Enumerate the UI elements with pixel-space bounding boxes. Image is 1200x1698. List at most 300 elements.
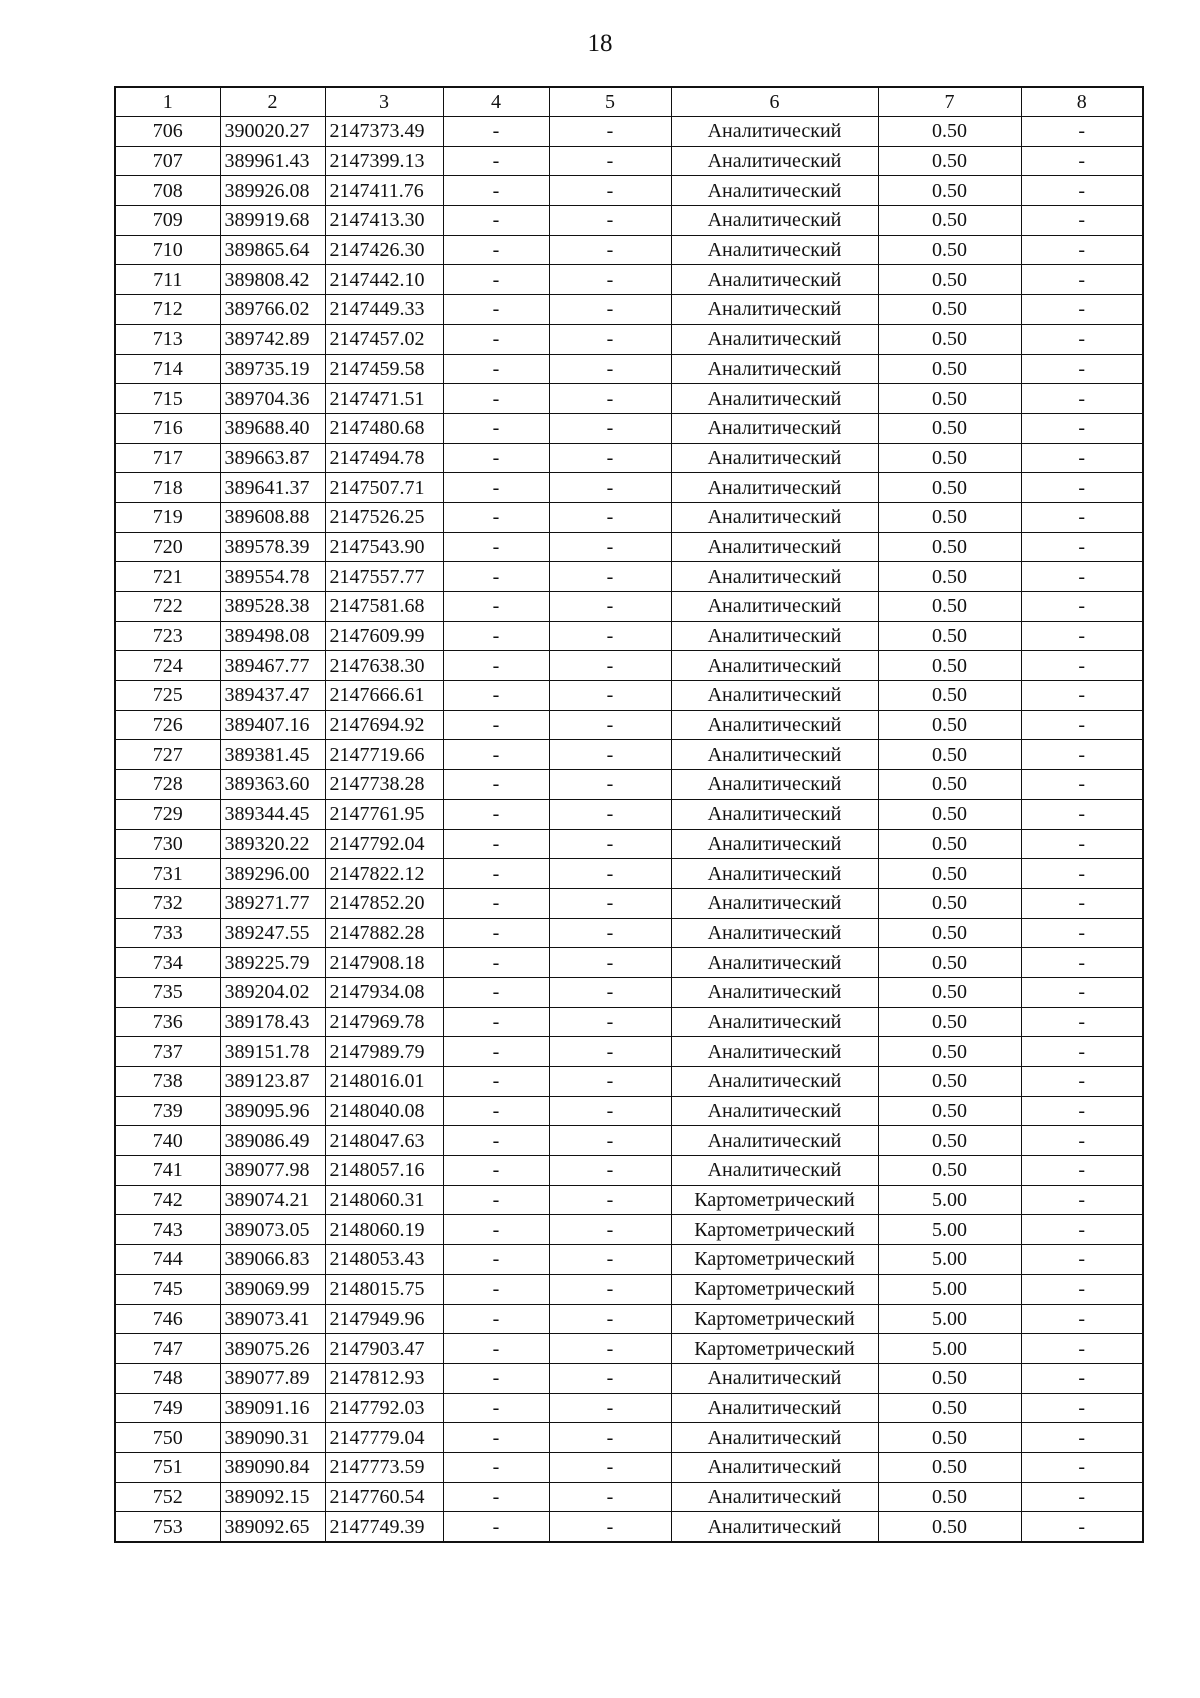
x-coordinate-cell: 389320.22 xyxy=(220,829,325,859)
col4-value-cell: - xyxy=(443,1304,549,1334)
point-number-cell: 722 xyxy=(115,592,220,622)
method-cell: Аналитический xyxy=(671,324,878,354)
x-coordinate-cell: 389092.65 xyxy=(220,1512,325,1542)
col4-value-cell: - xyxy=(443,502,549,532)
y-coordinate-cell: 2147749.39 xyxy=(325,1512,443,1542)
method-cell: Аналитический xyxy=(671,532,878,562)
col8-value-cell: - xyxy=(1021,117,1143,147)
col4-value-cell: - xyxy=(443,265,549,295)
col8-value-cell: - xyxy=(1021,1482,1143,1512)
x-coordinate-cell: 389151.78 xyxy=(220,1037,325,1067)
method-cell: Аналитический xyxy=(671,176,878,206)
method-cell: Аналитический xyxy=(671,354,878,384)
table-row xyxy=(115,532,1143,562)
table-row xyxy=(115,859,1143,889)
point-number-cell: 751 xyxy=(115,1452,220,1482)
method-cell: Аналитический xyxy=(671,621,878,651)
y-coordinate-cell: 2147413.30 xyxy=(325,206,443,236)
table-row xyxy=(115,473,1143,503)
method-cell: Аналитический xyxy=(671,473,878,503)
y-coordinate-cell: 2147426.30 xyxy=(325,235,443,265)
point-number-cell: 731 xyxy=(115,859,220,889)
col5-value-cell: - xyxy=(549,651,671,681)
col5-value-cell: - xyxy=(549,888,671,918)
y-coordinate-cell: 2147852.20 xyxy=(325,888,443,918)
col8-value-cell: - xyxy=(1021,1423,1143,1453)
point-number-cell: 724 xyxy=(115,651,220,681)
col5-value-cell: - xyxy=(549,799,671,829)
coordinates-table xyxy=(114,86,1144,1543)
col4-value-cell: - xyxy=(443,977,549,1007)
table-row xyxy=(115,681,1143,711)
x-coordinate-cell: 389271.77 xyxy=(220,888,325,918)
table-row xyxy=(115,1037,1143,1067)
col8-value-cell: - xyxy=(1021,354,1143,384)
col4-value-cell: - xyxy=(443,888,549,918)
table-row xyxy=(115,1007,1143,1037)
col5-value-cell: - xyxy=(549,1126,671,1156)
col5-value-cell: - xyxy=(549,235,671,265)
accuracy-cell: 0.50 xyxy=(878,651,1021,681)
col4-value-cell: - xyxy=(443,1245,549,1275)
col8-value-cell: - xyxy=(1021,473,1143,503)
col4-value-cell: - xyxy=(443,592,549,622)
accuracy-cell: 0.50 xyxy=(878,1007,1021,1037)
col8-value-cell: - xyxy=(1021,235,1143,265)
x-coordinate-cell: 389074.21 xyxy=(220,1185,325,1215)
x-coordinate-cell: 389073.05 xyxy=(220,1215,325,1245)
table-row xyxy=(115,354,1143,384)
col8-value-cell: - xyxy=(1021,1452,1143,1482)
table-row xyxy=(115,1363,1143,1393)
col4-value-cell: - xyxy=(443,473,549,503)
point-number-cell: 728 xyxy=(115,770,220,800)
x-coordinate-cell: 389578.39 xyxy=(220,532,325,562)
col8-value-cell: - xyxy=(1021,859,1143,889)
accuracy-cell: 0.50 xyxy=(878,384,1021,414)
x-coordinate-cell: 389247.55 xyxy=(220,918,325,948)
accuracy-cell: 0.50 xyxy=(878,1393,1021,1423)
col4-value-cell: - xyxy=(443,859,549,889)
x-coordinate-cell: 389381.45 xyxy=(220,740,325,770)
accuracy-cell: 0.50 xyxy=(878,532,1021,562)
col4-value-cell: - xyxy=(443,384,549,414)
column-header-4: 4 xyxy=(443,87,549,117)
table-row xyxy=(115,1156,1143,1186)
accuracy-cell: 0.50 xyxy=(878,1126,1021,1156)
x-coordinate-cell: 389077.98 xyxy=(220,1156,325,1186)
point-number-cell: 719 xyxy=(115,502,220,532)
y-coordinate-cell: 2147459.58 xyxy=(325,354,443,384)
col8-value-cell: - xyxy=(1021,146,1143,176)
col4-value-cell: - xyxy=(443,1363,549,1393)
col8-value-cell: - xyxy=(1021,621,1143,651)
point-number-cell: 732 xyxy=(115,888,220,918)
accuracy-cell: 0.50 xyxy=(878,1512,1021,1542)
accuracy-cell: 0.50 xyxy=(878,206,1021,236)
accuracy-cell: 0.50 xyxy=(878,829,1021,859)
accuracy-cell: 0.50 xyxy=(878,918,1021,948)
accuracy-cell: 0.50 xyxy=(878,710,1021,740)
col8-value-cell: - xyxy=(1021,1274,1143,1304)
col8-value-cell: - xyxy=(1021,532,1143,562)
y-coordinate-cell: 2147399.13 xyxy=(325,146,443,176)
table-row xyxy=(115,502,1143,532)
x-coordinate-cell: 389742.89 xyxy=(220,324,325,354)
x-coordinate-cell: 389225.79 xyxy=(220,948,325,978)
accuracy-cell: 0.50 xyxy=(878,740,1021,770)
header-row xyxy=(115,87,1143,117)
x-coordinate-cell: 389123.87 xyxy=(220,1067,325,1097)
accuracy-cell: 0.50 xyxy=(878,562,1021,592)
y-coordinate-cell: 2147761.95 xyxy=(325,799,443,829)
method-cell: Аналитический xyxy=(671,859,878,889)
col4-value-cell: - xyxy=(443,710,549,740)
y-coordinate-cell: 2147989.79 xyxy=(325,1037,443,1067)
y-coordinate-cell: 2147738.28 xyxy=(325,770,443,800)
y-coordinate-cell: 2147638.30 xyxy=(325,651,443,681)
table-row xyxy=(115,443,1143,473)
point-number-cell: 710 xyxy=(115,235,220,265)
col8-value-cell: - xyxy=(1021,799,1143,829)
point-number-cell: 711 xyxy=(115,265,220,295)
col8-value-cell: - xyxy=(1021,1096,1143,1126)
y-coordinate-cell: 2147449.33 xyxy=(325,295,443,325)
point-number-cell: 712 xyxy=(115,295,220,325)
x-coordinate-cell: 389090.84 xyxy=(220,1452,325,1482)
col8-value-cell: - xyxy=(1021,1185,1143,1215)
table-row xyxy=(115,235,1143,265)
col8-value-cell: - xyxy=(1021,1215,1143,1245)
x-coordinate-cell: 389069.99 xyxy=(220,1274,325,1304)
accuracy-cell: 0.50 xyxy=(878,592,1021,622)
point-number-cell: 733 xyxy=(115,918,220,948)
accuracy-cell: 0.50 xyxy=(878,799,1021,829)
table-row xyxy=(115,384,1143,414)
point-number-cell: 729 xyxy=(115,799,220,829)
y-coordinate-cell: 2147934.08 xyxy=(325,977,443,1007)
col4-value-cell: - xyxy=(443,354,549,384)
table-row xyxy=(115,829,1143,859)
method-cell: Аналитический xyxy=(671,770,878,800)
col4-value-cell: - xyxy=(443,146,549,176)
col4-value-cell: - xyxy=(443,1037,549,1067)
col8-value-cell: - xyxy=(1021,1245,1143,1275)
method-cell: Картометрический xyxy=(671,1334,878,1364)
accuracy-cell: 0.50 xyxy=(878,1037,1021,1067)
y-coordinate-cell: 2147411.76 xyxy=(325,176,443,206)
method-cell: Аналитический xyxy=(671,977,878,1007)
method-cell: Аналитический xyxy=(671,918,878,948)
x-coordinate-cell: 389344.45 xyxy=(220,799,325,829)
table-row xyxy=(115,770,1143,800)
point-number-cell: 725 xyxy=(115,681,220,711)
y-coordinate-cell: 2148057.16 xyxy=(325,1156,443,1186)
x-coordinate-cell: 389075.26 xyxy=(220,1334,325,1364)
accuracy-cell: 5.00 xyxy=(878,1245,1021,1275)
col4-value-cell: - xyxy=(443,324,549,354)
col8-value-cell: - xyxy=(1021,1156,1143,1186)
col5-value-cell: - xyxy=(549,443,671,473)
table-row xyxy=(115,1245,1143,1275)
x-coordinate-cell: 389296.00 xyxy=(220,859,325,889)
method-cell: Аналитический xyxy=(671,1126,878,1156)
col5-value-cell: - xyxy=(549,1512,671,1542)
method-cell: Аналитический xyxy=(671,384,878,414)
col5-value-cell: - xyxy=(549,1274,671,1304)
table-row xyxy=(115,888,1143,918)
col5-value-cell: - xyxy=(549,146,671,176)
point-number-cell: 744 xyxy=(115,1245,220,1275)
x-coordinate-cell: 389528.38 xyxy=(220,592,325,622)
table-row xyxy=(115,562,1143,592)
col5-value-cell: - xyxy=(549,206,671,236)
point-number-cell: 721 xyxy=(115,562,220,592)
col5-value-cell: - xyxy=(549,1334,671,1364)
accuracy-cell: 0.50 xyxy=(878,413,1021,443)
y-coordinate-cell: 2147494.78 xyxy=(325,443,443,473)
accuracy-cell: 0.50 xyxy=(878,681,1021,711)
point-number-cell: 742 xyxy=(115,1185,220,1215)
col4-value-cell: - xyxy=(443,1156,549,1186)
col8-value-cell: - xyxy=(1021,443,1143,473)
col8-value-cell: - xyxy=(1021,977,1143,1007)
col5-value-cell: - xyxy=(549,1482,671,1512)
table-row xyxy=(115,740,1143,770)
table-row xyxy=(115,1274,1143,1304)
col4-value-cell: - xyxy=(443,443,549,473)
col5-value-cell: - xyxy=(549,681,671,711)
col5-value-cell: - xyxy=(549,384,671,414)
table-row xyxy=(115,1452,1143,1482)
table-row xyxy=(115,799,1143,829)
point-number-cell: 746 xyxy=(115,1304,220,1334)
y-coordinate-cell: 2147581.68 xyxy=(325,592,443,622)
table-row xyxy=(115,265,1143,295)
accuracy-cell: 0.50 xyxy=(878,1423,1021,1453)
y-coordinate-cell: 2147792.03 xyxy=(325,1393,443,1423)
col5-value-cell: - xyxy=(549,1423,671,1453)
method-cell: Аналитический xyxy=(671,1512,878,1542)
point-number-cell: 738 xyxy=(115,1067,220,1097)
col5-value-cell: - xyxy=(549,1393,671,1423)
y-coordinate-cell: 2147773.59 xyxy=(325,1452,443,1482)
col8-value-cell: - xyxy=(1021,1304,1143,1334)
point-number-cell: 737 xyxy=(115,1037,220,1067)
col5-value-cell: - xyxy=(549,977,671,1007)
col5-value-cell: - xyxy=(549,502,671,532)
y-coordinate-cell: 2147694.92 xyxy=(325,710,443,740)
table-row xyxy=(115,710,1143,740)
col5-value-cell: - xyxy=(549,1156,671,1186)
col4-value-cell: - xyxy=(443,176,549,206)
method-cell: Картометрический xyxy=(671,1245,878,1275)
col5-value-cell: - xyxy=(549,324,671,354)
method-cell: Аналитический xyxy=(671,592,878,622)
col4-value-cell: - xyxy=(443,1334,549,1364)
x-coordinate-cell: 389961.43 xyxy=(220,146,325,176)
col8-value-cell: - xyxy=(1021,1334,1143,1364)
col5-value-cell: - xyxy=(549,1037,671,1067)
accuracy-cell: 5.00 xyxy=(878,1334,1021,1364)
table-row xyxy=(115,1185,1143,1215)
point-number-cell: 741 xyxy=(115,1156,220,1186)
method-cell: Аналитический xyxy=(671,206,878,236)
col5-value-cell: - xyxy=(549,829,671,859)
col4-value-cell: - xyxy=(443,621,549,651)
y-coordinate-cell: 2147526.25 xyxy=(325,502,443,532)
y-coordinate-cell: 2147609.99 xyxy=(325,621,443,651)
col4-value-cell: - xyxy=(443,799,549,829)
point-number-cell: 723 xyxy=(115,621,220,651)
col4-value-cell: - xyxy=(443,562,549,592)
x-coordinate-cell: 389766.02 xyxy=(220,295,325,325)
col4-value-cell: - xyxy=(443,829,549,859)
y-coordinate-cell: 2147480.68 xyxy=(325,413,443,443)
accuracy-cell: 0.50 xyxy=(878,265,1021,295)
col5-value-cell: - xyxy=(549,1215,671,1245)
table-row xyxy=(115,1334,1143,1364)
x-coordinate-cell: 389091.16 xyxy=(220,1393,325,1423)
col4-value-cell: - xyxy=(443,1096,549,1126)
y-coordinate-cell: 2147442.10 xyxy=(325,265,443,295)
y-coordinate-cell: 2148016.01 xyxy=(325,1067,443,1097)
col4-value-cell: - xyxy=(443,1126,549,1156)
y-coordinate-cell: 2147822.12 xyxy=(325,859,443,889)
y-coordinate-cell: 2147471.51 xyxy=(325,384,443,414)
accuracy-cell: 5.00 xyxy=(878,1274,1021,1304)
point-number-cell: 748 xyxy=(115,1363,220,1393)
accuracy-cell: 0.50 xyxy=(878,117,1021,147)
point-number-cell: 708 xyxy=(115,176,220,206)
col8-value-cell: - xyxy=(1021,562,1143,592)
x-coordinate-cell: 389437.47 xyxy=(220,681,325,711)
col4-value-cell: - xyxy=(443,948,549,978)
col4-value-cell: - xyxy=(443,413,549,443)
method-cell: Картометрический xyxy=(671,1215,878,1245)
col8-value-cell: - xyxy=(1021,1067,1143,1097)
method-cell: Картометрический xyxy=(671,1185,878,1215)
table-row xyxy=(115,918,1143,948)
x-coordinate-cell: 389641.37 xyxy=(220,473,325,503)
method-cell: Аналитический xyxy=(671,1363,878,1393)
table-row xyxy=(115,1423,1143,1453)
x-coordinate-cell: 389554.78 xyxy=(220,562,325,592)
accuracy-cell: 0.50 xyxy=(878,1067,1021,1097)
accuracy-cell: 5.00 xyxy=(878,1185,1021,1215)
col8-value-cell: - xyxy=(1021,651,1143,681)
y-coordinate-cell: 2147666.61 xyxy=(325,681,443,711)
col8-value-cell: - xyxy=(1021,1363,1143,1393)
method-cell: Аналитический xyxy=(671,562,878,592)
y-coordinate-cell: 2148060.31 xyxy=(325,1185,443,1215)
col5-value-cell: - xyxy=(549,1363,671,1393)
accuracy-cell: 0.50 xyxy=(878,354,1021,384)
point-number-cell: 714 xyxy=(115,354,220,384)
y-coordinate-cell: 2147507.71 xyxy=(325,473,443,503)
column-header-8: 8 xyxy=(1021,87,1143,117)
col5-value-cell: - xyxy=(549,1096,671,1126)
method-cell: Аналитический xyxy=(671,681,878,711)
point-number-cell: 718 xyxy=(115,473,220,503)
point-number-cell: 716 xyxy=(115,413,220,443)
method-cell: Аналитический xyxy=(671,1423,878,1453)
accuracy-cell: 0.50 xyxy=(878,1482,1021,1512)
point-number-cell: 720 xyxy=(115,532,220,562)
col4-value-cell: - xyxy=(443,1482,549,1512)
point-number-cell: 743 xyxy=(115,1215,220,1245)
col4-value-cell: - xyxy=(443,1007,549,1037)
col5-value-cell: - xyxy=(549,918,671,948)
column-header-5: 5 xyxy=(549,87,671,117)
col4-value-cell: - xyxy=(443,1393,549,1423)
col5-value-cell: - xyxy=(549,117,671,147)
method-cell: Аналитический xyxy=(671,1482,878,1512)
y-coordinate-cell: 2147812.93 xyxy=(325,1363,443,1393)
col4-value-cell: - xyxy=(443,1512,549,1542)
x-coordinate-cell: 389663.87 xyxy=(220,443,325,473)
table-row xyxy=(115,651,1143,681)
method-cell: Аналитический xyxy=(671,235,878,265)
accuracy-cell: 5.00 xyxy=(878,1215,1021,1245)
col8-value-cell: - xyxy=(1021,918,1143,948)
method-cell: Аналитический xyxy=(671,1007,878,1037)
method-cell: Аналитический xyxy=(671,948,878,978)
point-number-cell: 726 xyxy=(115,710,220,740)
table-row xyxy=(115,1512,1143,1542)
col5-value-cell: - xyxy=(549,1452,671,1482)
col5-value-cell: - xyxy=(549,592,671,622)
point-number-cell: 706 xyxy=(115,117,220,147)
col4-value-cell: - xyxy=(443,1067,549,1097)
col4-value-cell: - xyxy=(443,1215,549,1245)
table-row xyxy=(115,117,1143,147)
col5-value-cell: - xyxy=(549,770,671,800)
method-cell: Аналитический xyxy=(671,1452,878,1482)
table-row xyxy=(115,1304,1143,1334)
col4-value-cell: - xyxy=(443,117,549,147)
accuracy-cell: 0.50 xyxy=(878,502,1021,532)
y-coordinate-cell: 2147457.02 xyxy=(325,324,443,354)
x-coordinate-cell: 389704.36 xyxy=(220,384,325,414)
y-coordinate-cell: 2147779.04 xyxy=(325,1423,443,1453)
col8-value-cell: - xyxy=(1021,324,1143,354)
y-coordinate-cell: 2147760.54 xyxy=(325,1482,443,1512)
accuracy-cell: 0.50 xyxy=(878,443,1021,473)
method-cell: Аналитический xyxy=(671,710,878,740)
x-coordinate-cell: 389086.49 xyxy=(220,1126,325,1156)
table-row xyxy=(115,1067,1143,1097)
accuracy-cell: 0.50 xyxy=(878,770,1021,800)
method-cell: Аналитический xyxy=(671,146,878,176)
method-cell: Аналитический xyxy=(671,1067,878,1097)
x-coordinate-cell: 389608.88 xyxy=(220,502,325,532)
col8-value-cell: - xyxy=(1021,176,1143,206)
col5-value-cell: - xyxy=(549,1185,671,1215)
col4-value-cell: - xyxy=(443,1452,549,1482)
col8-value-cell: - xyxy=(1021,413,1143,443)
y-coordinate-cell: 2147882.28 xyxy=(325,918,443,948)
col5-value-cell: - xyxy=(549,176,671,206)
point-number-cell: 750 xyxy=(115,1423,220,1453)
accuracy-cell: 0.50 xyxy=(878,235,1021,265)
method-cell: Аналитический xyxy=(671,413,878,443)
col4-value-cell: - xyxy=(443,235,549,265)
accuracy-cell: 0.50 xyxy=(878,1452,1021,1482)
col8-value-cell: - xyxy=(1021,502,1143,532)
point-number-cell: 713 xyxy=(115,324,220,354)
y-coordinate-cell: 2147373.49 xyxy=(325,117,443,147)
